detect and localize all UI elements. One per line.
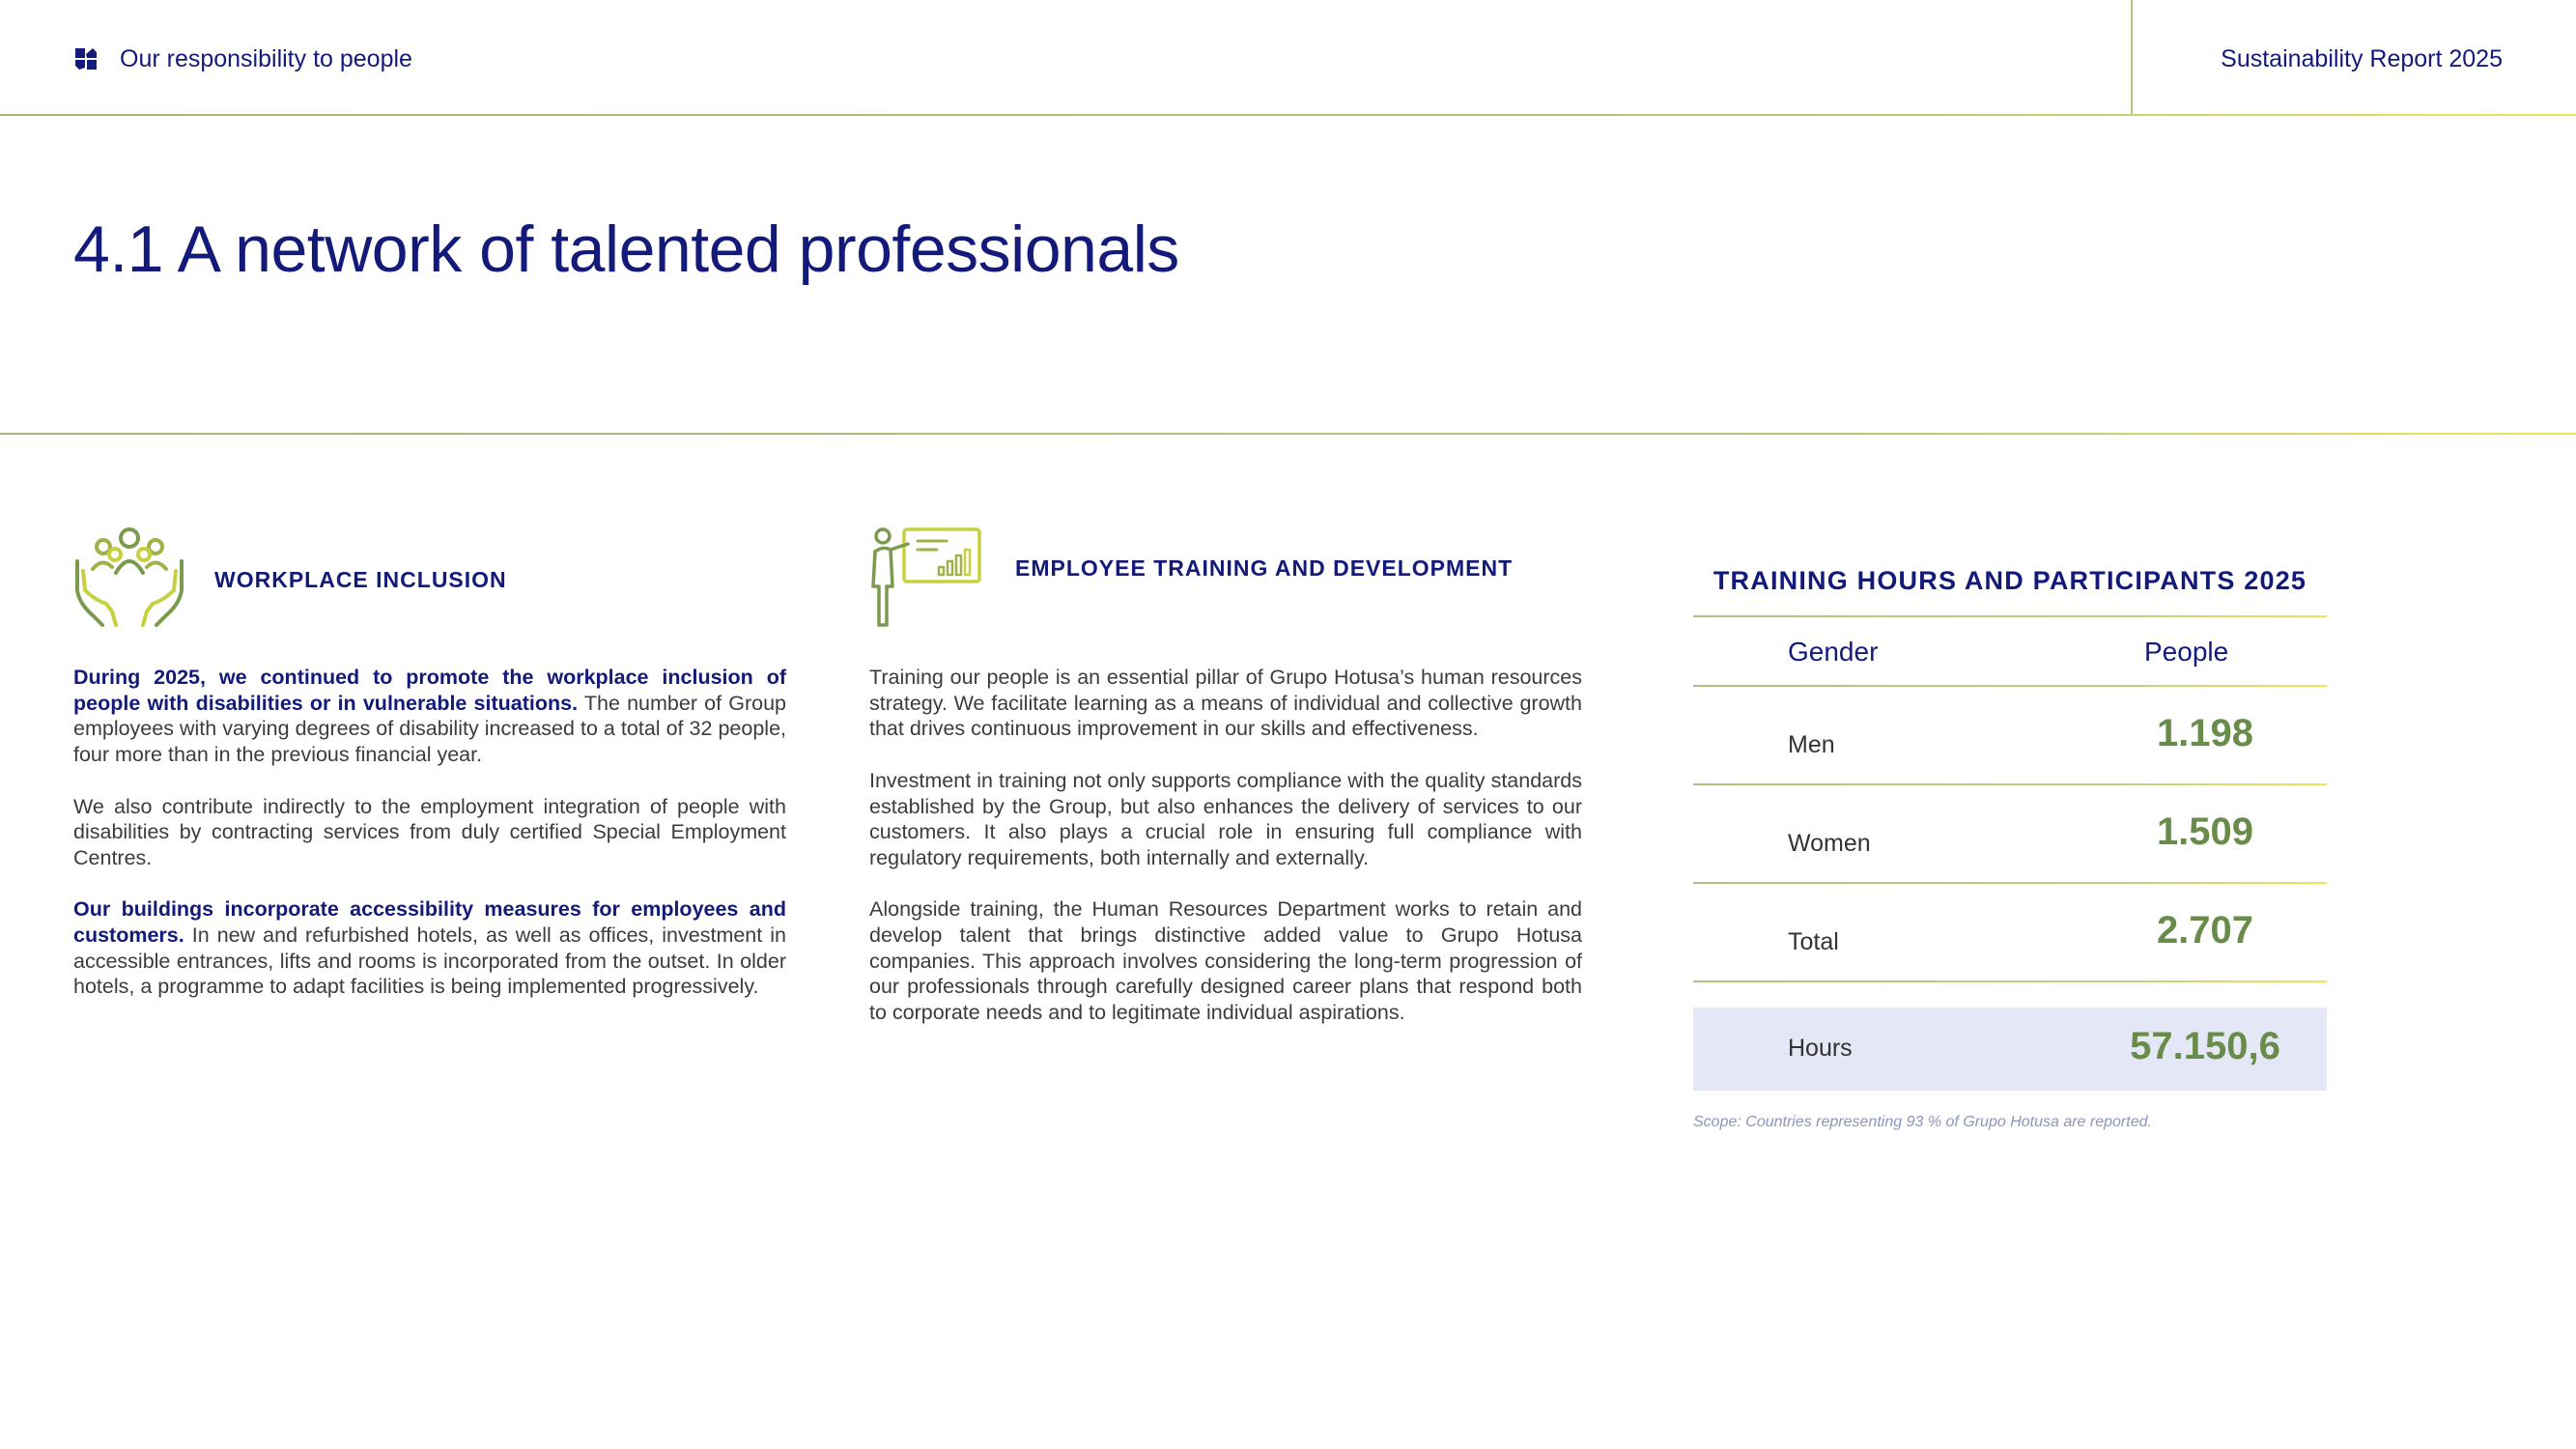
brand-logo-icon <box>73 46 99 71</box>
row-value: 2.707 <box>2156 909 2254 952</box>
table-header-row <box>1693 617 2327 685</box>
training-heading: EMPLOYEE TRAINING AND DEVELOPMENT <box>1015 555 1514 581</box>
workplace-paragraph-1: During 2025, we continued to promote the workplace inclusion of people with disabilities or in vulnerable situations. The number of Group employees with varying degrees of disability increased to a total of 32 people, four more than in the previous financial year. <box>73 666 786 767</box>
page-header <box>0 0 2576 116</box>
row-label: Men <box>1788 731 1835 758</box>
workplace-paragraph-2: We also contribute indirectly to the employment integration of people with disabilities by contracting services from duly certified Special Employment Centres. <box>73 794 786 869</box>
row-label: Total <box>1788 928 1839 955</box>
training-table <box>1693 555 2327 1131</box>
workplace-body <box>73 665 786 1026</box>
presenter-board-icon <box>869 526 983 629</box>
report-name: Sustainability Report 2025 <box>2221 45 2503 72</box>
hours-row <box>1693 1008 2327 1091</box>
row-label: Women <box>1788 830 1871 857</box>
header-divider <box>2131 0 2133 116</box>
training-paragraph-1: Training our people is an essential pillar of Grupo Hotusa’s human resources strategy. We facilitate learning as a means of individual and collective growth that drives continuous improvement in our skills and effectiveness. <box>869 666 1582 741</box>
table-row <box>1693 785 2327 882</box>
scope-note: Scope: Countries representing 93 % of Grupo Hotusa are reported. <box>1693 1114 2152 1130</box>
workplace-inclusion-section <box>73 526 786 999</box>
table-row <box>1693 884 2327 980</box>
people-in-hands-icon <box>73 526 185 629</box>
table-title: TRAINING HOURS AND PARTICIPANTS 2025 <box>1713 566 2307 595</box>
hours-label: Hours <box>1788 1035 1853 1062</box>
workplace-paragraph-3: Our buildings incorporate accessibility measures for employees and customers. In new and refurbished hotels, as well as offices, investment in accessible entrances, lifts and rooms is incorporated from the outset. In older hotels, a programme to adapt facilities is being implemented progressively. <box>73 897 786 999</box>
hours-value: 57.150,6 <box>2130 1025 2280 1067</box>
section-tag <box>73 44 412 73</box>
title-rule <box>0 433 2576 435</box>
training-paragraph-3: Alongside training, the Human Resources Department works to retain and develop talent that brings distinctive added value to Grupo Hotusa companies. This approach involves considering the long-term progression of our professionals through carefully designed career plans that respond both to corporate needs and to legitimate individual aspirations. <box>869 897 1582 1025</box>
table-row <box>1693 687 2327 783</box>
training-header <box>869 526 1582 633</box>
training-paragraph-2: Investment in training not only supports compliance with the quality standards established by the Group, but also enhances the delivery of services to our customers. It also plays a crucial role in ensuring full compliance with regulatory requirements, both internally and externally. <box>869 768 1582 869</box>
section-label: Our responsibility to people <box>120 44 412 72</box>
training-body <box>869 665 1582 1052</box>
header-rule <box>0 114 2576 116</box>
workplace-heading: WORKPLACE INCLUSION <box>214 567 507 592</box>
training-section <box>869 526 1582 1025</box>
workplace-header <box>73 526 786 633</box>
row-value: 1.509 <box>2156 810 2254 853</box>
page-title: 4.1 A network of talented professionals <box>73 213 1179 286</box>
column-header-gender: Gender <box>1788 637 1879 667</box>
row-value: 1.198 <box>2156 712 2254 754</box>
column-header-people: People <box>2144 637 2229 667</box>
